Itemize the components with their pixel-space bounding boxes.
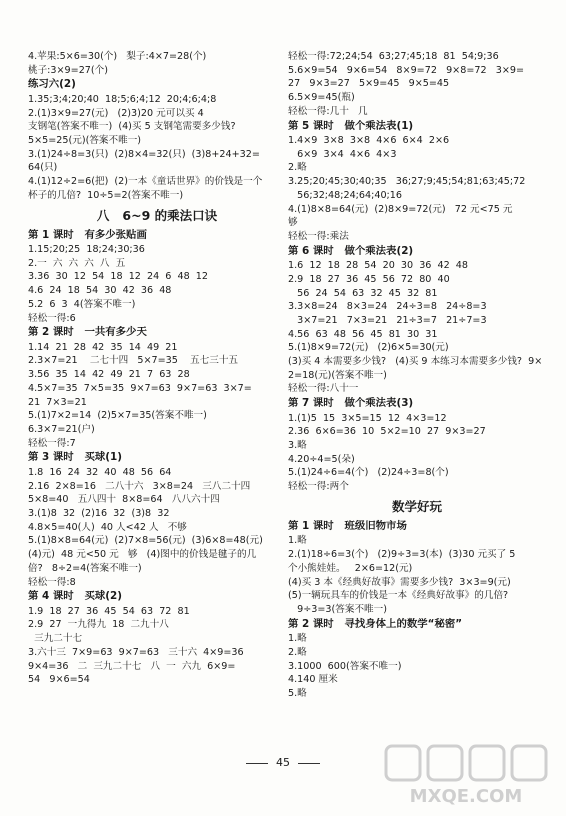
right-lesson-heading: 第 1 课时 班级旧物市场 <box>288 519 407 532</box>
right-text-line: 56 24 54 63 32 45 32 81 <box>288 287 438 299</box>
right-text-line: 3.25;20;45;30;40;35 36;27;9;45;54;81;63;45;72 <box>288 176 526 188</box>
left-text-line: 3.六十三 7×9=63 9×7=63 三十六 4×9=36 <box>28 646 244 658</box>
left-text-line: 1.35;3;4;20;40 18;5;6;4;12 20;4;6;4;8 <box>28 93 217 105</box>
right-text-line: 5.(1)8×9=72(元) (2)6×5=30(元) <box>288 342 449 354</box>
left-text-line: 1.15;20;25 18;24;30;36 <box>28 244 145 256</box>
right-text-line: 1.略 <box>288 535 307 547</box>
left-text-line: 4.(1)12÷2=6(把) (2)一本《童话世界》的价钱是一个 <box>28 176 263 188</box>
left-text-line: 4.苹果:5×6=30(个) 梨子:4×7=28(个) <box>28 51 207 62</box>
left-text-line: 3.(1)8 32 (2)16 32 (3)8 32 <box>28 507 170 519</box>
right-text-line: 4.20÷4=5(朵) <box>288 453 355 465</box>
left-text-line: 5.2 6 3 4(答案不唯一) <box>28 298 136 310</box>
right-text-line: 够 <box>288 217 298 229</box>
left-text-line: 1.9 18 27 36 45 54 63 72 81 <box>28 605 190 617</box>
right-text-line: 轻松一得:72;24;54 63;27;45;18 81 54;9;36 <box>288 51 499 62</box>
right-text-line: 2.略 <box>288 162 307 174</box>
watermark-logo <box>380 742 550 806</box>
left-text-line: 2.16 2×8=16 二八十六 3×8=24 三八二十四 <box>28 480 251 492</box>
left-lesson-heading: 练习六(2) <box>28 78 76 91</box>
left-text-line: (4)元) 48 元<50 元 够 (4)图中的价钱是毽子的几 <box>28 549 257 561</box>
left-text-line: 5×5=25(元)(答案不唯一) <box>28 135 142 147</box>
left-column <box>28 50 286 687</box>
left-text-line: 64(只) <box>28 162 58 174</box>
right-text-line: (5)一辆玩具车的价钱是一本《经典好故事》的几倍? <box>288 590 509 602</box>
right-text-line: 5.(1)24÷6=4(个) (2)24÷3=8(个) <box>288 467 449 479</box>
right-lesson-heading: 第 5 课时 做个乘法表(1) <box>288 119 414 132</box>
right-text-line: 3.3×8=24 8×3=24 24÷3=8 24÷8=3 <box>288 301 487 313</box>
right-text-line: 2=18(元)(答案不唯一) <box>288 369 387 381</box>
left-text-line: 6.3×7=21(户) <box>28 423 95 435</box>
left-text-line: 4.8×5=40(人) 40 人<42 人 不够 <box>28 521 187 533</box>
left-text-line: 4.6 24 18 54 30 42 36 48 <box>28 285 172 297</box>
left-lesson-heading: 第 3 课时 买球(1) <box>28 451 122 464</box>
right-text-line: 轻松一得:乘法 <box>288 230 349 242</box>
left-text-line: 2.9 27 一九得九 18 二九十八 <box>28 619 169 631</box>
left-text-line: 54 9×6=54 <box>28 674 90 686</box>
right-text-line: 个小熊娃娃。 2×6=12(元) <box>288 562 413 574</box>
right-text-line: 9÷3=3(答案不唯一) <box>288 603 387 615</box>
left-lesson-heading: 第 2 课时 一共有多少天 <box>28 326 147 339</box>
left-text-line: 5.(1)8×8=64(元) (2)7×8=56(元) (3)6×8=48(元) <box>28 535 263 547</box>
left-text-line: 杯子的几倍? 10÷5=2(答案不唯一) <box>28 189 184 201</box>
left-text-line: 1.8 16 24 32 40 48 56 64 <box>28 466 172 478</box>
right-text-line: 5.6×9=54 9×6=54 8×9=72 9×8=72 3×9= <box>288 64 525 76</box>
right-text-line: 1.4×9 3×8 3×8 4×6 6×4 2×6 <box>288 135 450 147</box>
left-text-line: 9×4=36 二 三九二十七 八 一 六九 6×9= <box>28 660 236 672</box>
right-text-line: 6.5×9=45(瓶) <box>288 92 355 104</box>
right-text-line: 1.6 12 18 28 54 20 30 36 42 48 <box>288 260 469 272</box>
left-text-line: 桃子:3×9=27(个) <box>28 64 108 76</box>
right-text-line: 4.56 63 48 56 45 81 30 31 <box>288 328 438 340</box>
left-text-line: 2.(1)3×9=27(元) (2)3)20 元可以买 4 <box>28 107 204 119</box>
left-text-line: 3.56 35 14 42 49 21 7 63 28 <box>28 369 190 381</box>
left-text-line: 三九二十七 <box>28 633 83 645</box>
right-text-line: 3×7=21 7×3=21 21÷3=7 21÷7=3 <box>288 314 487 326</box>
right-text-line: 4.(1)8×8=64(元) (2)8×9=72(元) 72 元<75 元 <box>288 203 513 215</box>
left-text-line: 2.一 六 六 六 八 五 <box>28 257 126 269</box>
left-text-line: 3.36 30 12 54 18 12 24 6 48 12 <box>28 271 209 283</box>
left-text-line: 3.(1)24÷8=3(只) (2)8×4=32(只) (3)8+24+32= <box>28 148 260 160</box>
right-text-line: 轻松一得:几十 几 <box>288 105 368 117</box>
right-text-line: 2.(1)18÷6=3(个) (2)9÷3=3(本) (3)30 元买了 5 <box>288 549 516 561</box>
right-text-line: 3.1000 600(答案不唯一) <box>288 660 402 672</box>
right-text-line: (3)买 4 本需要多少钱? (4)买 9 本练习本需要多少钱? 9× <box>288 356 543 368</box>
right-text-line: 4.140 厘米 <box>288 674 338 686</box>
right-column <box>288 50 546 701</box>
right-text-line: 2.9 18 27 36 45 56 72 80 40 <box>288 273 450 285</box>
left-text-line: 轻松一得:8 <box>28 576 76 588</box>
left-lesson-heading: 第 4 课时 买球(2) <box>28 590 122 603</box>
page-number-text: 45 <box>276 756 290 769</box>
right-text-line: 1.(1)5 15 3×5=15 12 4×3=12 <box>288 412 447 424</box>
left-lesson-heading: 第 1 课时 有多少张贴画 <box>28 228 147 241</box>
right-text-line: 2.36 6×6=36 10 5×2=10 27 9×3=27 <box>288 426 486 438</box>
right-lesson-heading: 第 6 课时 做个乘法表(2) <box>288 244 414 257</box>
right-text-line: 5.略 <box>288 687 307 699</box>
left-text-line: 轻松一得:7 <box>28 437 76 449</box>
right-text-line: 27 9×3=27 5×9=45 9×5=45 <box>288 78 450 90</box>
right-text-line: (4)买 3 本《经典好故事》需要多少钱? 3×3=9(元) <box>288 576 511 588</box>
left-text-line: 5.(1)7×2=14 (2)5×7=35(答案不唯一) <box>28 410 207 422</box>
left-text-line: 支钢笔(答案不唯一) (4)买 5 支钢笔需要多少钱? <box>28 121 236 133</box>
left-text-line: 2.3×7=21 二七十四 5×7=35 五七三十五 <box>28 355 239 367</box>
right-chapter-title: 数学好玩 <box>391 498 442 514</box>
right-lesson-heading: 第 2 课时 寻找身体上的数学“秘密” <box>288 617 463 630</box>
right-text-line: 轻松一得:八十一 <box>288 383 359 395</box>
right-text-line: 56;32;48;24;64;40;16 <box>288 189 402 201</box>
right-text-line: 1.略 <box>288 633 307 645</box>
left-text-line: 5×8=40 五八四十 8×8=64 八八六十四 <box>28 494 220 506</box>
right-text-line: 2.略 <box>288 646 307 658</box>
left-text-line: 4.5×7=35 7×5=35 9×7=63 9×7=63 3×7= <box>28 382 252 394</box>
right-text-line: 6×9 3×4 4×6 4×3 <box>288 148 397 160</box>
right-text-line: 3.略 <box>288 440 307 452</box>
left-text-line: 倍? 8÷2=4(答案不唯一) <box>28 562 142 574</box>
left-text-line: 轻松一得:6 <box>28 312 76 324</box>
watermark-text: MXQE.COM <box>409 786 523 806</box>
right-text-line: 轻松一得:两个 <box>288 481 349 493</box>
left-chapter-title: 八 6~9 的乘法口诀 <box>96 207 218 223</box>
left-text-line: 21 7×3=21 <box>28 396 87 408</box>
left-text-line: 1.14 21 28 42 35 14 49 21 <box>28 341 178 353</box>
right-lesson-heading: 第 7 课时 做个乘法表(3) <box>288 397 414 410</box>
